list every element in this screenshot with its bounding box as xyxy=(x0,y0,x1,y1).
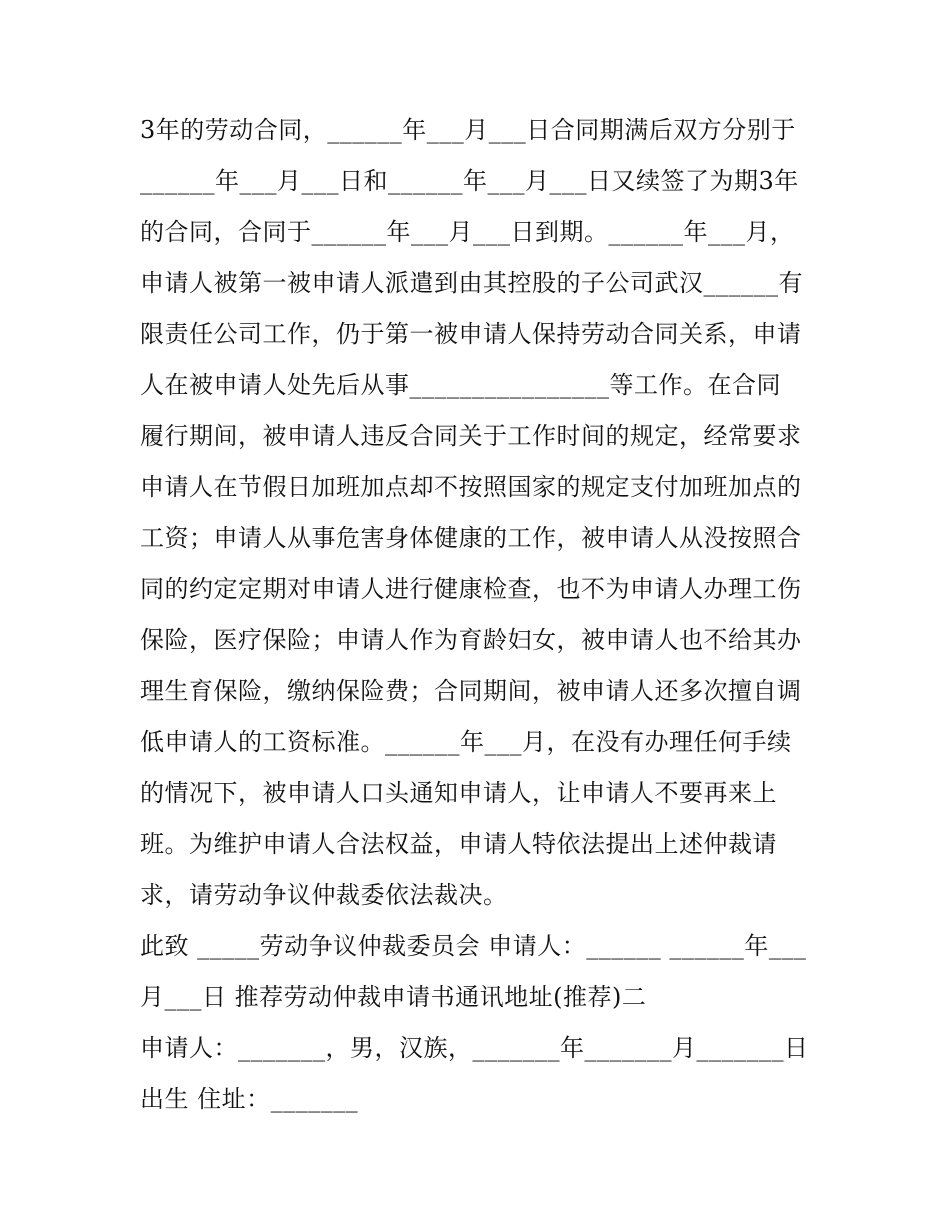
paragraph-line-4: 申请人被第一被申请人派遣到由其控股的子公司武汉______有 xyxy=(140,269,803,297)
paragraph-line-2: ______年___月___日和______年___月___日又续签了为期3年 xyxy=(140,167,799,195)
paragraph-line-15: 班。为维护申请人合法权益，申请人特依法提出上述仲裁请 xyxy=(140,830,777,858)
paragraph-line-7: 履行期间，被申请人违反合同关于工作时间的规定，经常要求 xyxy=(140,422,802,450)
paragraph-line-14: 的情况下，被申请人口头通知申请人，让申请人不要再来上 xyxy=(140,779,777,807)
paragraph-line-12: 理生育保险，缴纳保险费；合同期间，被申请人还多次擅自调 xyxy=(140,677,802,705)
paragraph-line-3: 的合同，合同于______年___月___日到期。______年___月， xyxy=(140,218,795,246)
applicant-info-line: 申请人：_______，男，汉族，_______年_______月_______日 xyxy=(140,1034,809,1062)
paragraph-line-9: 工资；申请人从事危害身体健康的工作，被申请人从没按照合 xyxy=(140,524,802,552)
title-line: 月___日 推荐劳动仲裁申请书通讯地址(推荐)二 xyxy=(140,983,647,1011)
paragraph-line-6: 人在被申请人处先后从事________________等工作。在合同 xyxy=(140,371,781,399)
paragraph-line-13: 低申请人的工资标准。______年___月，在没有办理任何手续 xyxy=(140,728,792,756)
address-line: 出生 住址：_______ xyxy=(140,1085,359,1113)
paragraph-line-10: 同的约定定期对申请人进行健康检查，也不为申请人办理工伤 xyxy=(140,575,802,603)
paragraph-line-5: 限责任公司工作，仍于第一被申请人保持劳动合同关系，申请 xyxy=(140,320,802,348)
paragraph-line-8: 申请人在节假日加班加点却不按照国家的规定支付加班加点的 xyxy=(140,473,802,501)
paragraph-line-16: 求，请劳动争议仲裁委依法裁决。 xyxy=(140,881,508,909)
paragraph-line-1: 3年的劳动合同，______年___月___日合同期满后双方分别于 xyxy=(140,116,796,144)
closing-line: 此致 _____劳动争议仲裁委员会 申请人：______ ______年___ xyxy=(140,932,807,960)
paragraph-line-11: 保险，医疗保险；申请人作为育龄妇女，被申请人也不给其办 xyxy=(140,626,802,654)
